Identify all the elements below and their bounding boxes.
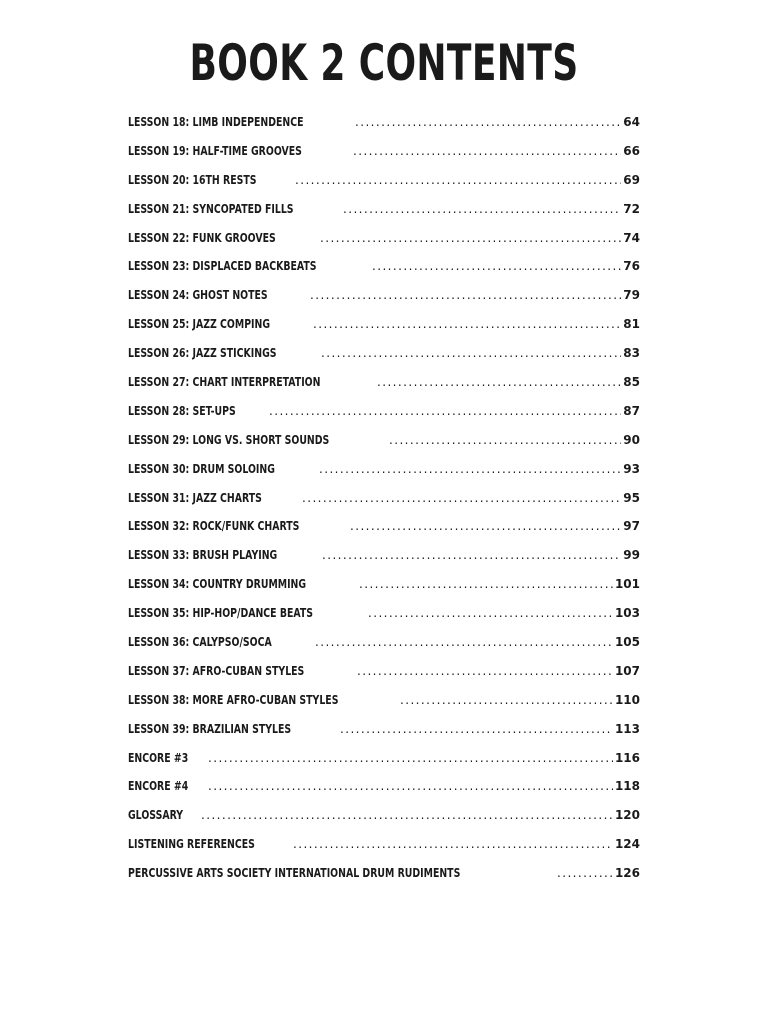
dot-leader xyxy=(350,516,621,536)
toc-entry[interactable] xyxy=(128,343,640,372)
toc-entry[interactable] xyxy=(128,199,640,228)
table-of-contents xyxy=(128,112,640,892)
dot-leader xyxy=(353,141,621,161)
page-title: BOOK 2 CONTENTS xyxy=(189,34,579,92)
toc-page-number: 97 xyxy=(623,519,640,534)
toc-entry-title: LESSON 21: SYNCOPATED FILLS xyxy=(128,201,294,216)
toc-entry[interactable] xyxy=(128,430,640,459)
toc-entry-title: LESSON 32: ROCK/FUNK CHARTS xyxy=(128,519,300,534)
toc-entry[interactable] xyxy=(128,603,640,632)
dot-leader xyxy=(355,112,621,132)
dot-leader xyxy=(321,343,621,363)
toc-entry-title: GLOSSARY xyxy=(128,808,184,823)
toc-page-number: 99 xyxy=(623,548,640,563)
toc-entry-title: LESSON 34: COUNTRY DRUMMING xyxy=(128,577,307,592)
dot-leader xyxy=(372,256,621,276)
toc-page-number: 66 xyxy=(623,143,640,158)
toc-page-number: 105 xyxy=(614,635,640,650)
toc-page-number: 103 xyxy=(614,606,640,621)
toc-entry-title: LESSON 18: LIMB INDEPENDENCE xyxy=(128,115,304,129)
dot-leader xyxy=(208,776,613,796)
toc-page-number: 95 xyxy=(623,490,640,505)
toc-entry-title: LESSON 22: FUNK GROOVES xyxy=(128,230,276,245)
toc-entry-title: LESSON 28: SET-UPS xyxy=(128,403,236,418)
toc-entry-title: LISTENING REFERENCES xyxy=(128,837,255,852)
toc-entry[interactable] xyxy=(128,285,640,314)
toc-entry[interactable] xyxy=(128,141,640,170)
toc-entry[interactable] xyxy=(128,459,640,488)
toc-entry[interactable] xyxy=(128,112,640,141)
toc-page-number: 79 xyxy=(623,288,640,303)
toc-entry-title: LESSON 35: HIP-HOP/DANCE BEATS xyxy=(128,606,314,621)
toc-entry[interactable] xyxy=(128,748,640,777)
toc-entry-title: LESSON 33: BRUSH PLAYING xyxy=(128,548,278,563)
toc-entry-title: LESSON 30: DRUM SOLOING xyxy=(128,461,275,476)
toc-page-number: 113 xyxy=(614,721,640,736)
toc-entry[interactable] xyxy=(128,228,640,257)
dot-leader xyxy=(377,372,621,392)
dot-leader xyxy=(313,314,621,334)
toc-entry-title: LESSON 19: HALF-TIME GROOVES xyxy=(128,143,302,158)
toc-entry[interactable] xyxy=(128,661,640,690)
toc-entry-title: ENCORE #4 xyxy=(128,779,189,794)
toc-entry[interactable] xyxy=(128,690,640,719)
dot-leader xyxy=(557,863,613,883)
toc-entry[interactable] xyxy=(128,516,640,545)
dot-leader xyxy=(343,199,621,219)
toc-page-number: 64 xyxy=(623,115,640,129)
dot-leader xyxy=(400,690,613,710)
toc-page-number: 87 xyxy=(623,403,640,418)
toc-entry-title: LESSON 27: CHART INTERPRETATION xyxy=(128,375,321,390)
toc-page-number: 120 xyxy=(614,808,640,823)
toc-entry[interactable] xyxy=(128,863,640,892)
dot-leader xyxy=(359,574,613,594)
toc-entry[interactable] xyxy=(128,314,640,343)
toc-page-number: 93 xyxy=(623,461,640,476)
toc-page-number: 116 xyxy=(614,750,640,765)
dot-leader xyxy=(269,401,621,421)
toc-entry[interactable] xyxy=(128,632,640,661)
dot-leader xyxy=(208,748,613,768)
toc-entry[interactable] xyxy=(128,401,640,430)
toc-entry[interactable] xyxy=(128,170,640,199)
toc-page-number: 83 xyxy=(623,346,640,361)
toc-page-number: 118 xyxy=(614,779,640,794)
dot-leader xyxy=(295,170,621,190)
toc-entry-title: ENCORE #3 xyxy=(128,750,189,765)
toc-page-number: 69 xyxy=(623,172,640,187)
dot-leader xyxy=(302,488,621,508)
dot-leader xyxy=(201,805,613,825)
toc-entry[interactable] xyxy=(128,545,640,574)
toc-page-number: 124 xyxy=(614,837,640,852)
dot-leader xyxy=(320,228,621,248)
toc-page-number: 110 xyxy=(614,692,640,707)
toc-entry[interactable] xyxy=(128,719,640,748)
dot-leader xyxy=(340,719,613,739)
dot-leader xyxy=(322,545,621,565)
dot-leader xyxy=(315,632,613,652)
toc-entry[interactable] xyxy=(128,488,640,517)
dot-leader xyxy=(357,661,613,681)
toc-entry[interactable] xyxy=(128,372,640,401)
toc-entry[interactable] xyxy=(128,834,640,863)
toc-entry-title: LESSON 38: MORE AFRO-CUBAN STYLES xyxy=(128,692,339,707)
toc-page-number: 126 xyxy=(614,866,640,881)
toc-page-number: 76 xyxy=(623,259,640,274)
toc-entry-title: LESSON 25: JAZZ COMPING xyxy=(128,317,271,332)
toc-page-number: 81 xyxy=(623,317,640,332)
toc-page-number: 85 xyxy=(623,375,640,390)
toc-entry-title: LESSON 24: GHOST NOTES xyxy=(128,288,268,303)
toc-entry-title: LESSON 36: CALYPSO/SOCA xyxy=(128,635,272,650)
dot-leader xyxy=(310,285,621,305)
toc-entry-title: LESSON 23: DISPLACED BACKBEATS xyxy=(128,259,317,274)
toc-entry[interactable] xyxy=(128,256,640,285)
toc-entry-title: LESSON 26: JAZZ STICKINGS xyxy=(128,346,277,361)
toc-entry-title: LESSON 39: BRAZILIAN STYLES xyxy=(128,721,292,736)
toc-entry[interactable] xyxy=(128,574,640,603)
toc-page-number: 74 xyxy=(623,230,640,245)
toc-entry-title: LESSON 31: JAZZ CHARTS xyxy=(128,490,262,505)
dot-leader xyxy=(368,603,613,623)
toc-entry-title: LESSON 37: AFRO-CUBAN STYLES xyxy=(128,663,305,678)
toc-page-number: 107 xyxy=(614,663,640,678)
toc-entry-title: PERCUSSIVE ARTS SOCIETY INTERNATIONAL DRUM RUDIMENTS xyxy=(128,866,461,881)
toc-page-number: 90 xyxy=(623,432,640,447)
toc-entry[interactable] xyxy=(128,805,640,834)
toc-entry-title: LESSON 29: LONG VS. SHORT SOUNDS xyxy=(128,432,330,447)
toc-page-number: 72 xyxy=(623,201,640,216)
toc-entry[interactable] xyxy=(128,776,640,805)
toc-page-number: 101 xyxy=(614,577,640,592)
dot-leader xyxy=(389,430,621,450)
dot-leader xyxy=(293,834,613,854)
toc-entry-title: LESSON 20: 16TH RESTS xyxy=(128,172,257,187)
dot-leader xyxy=(319,459,621,479)
